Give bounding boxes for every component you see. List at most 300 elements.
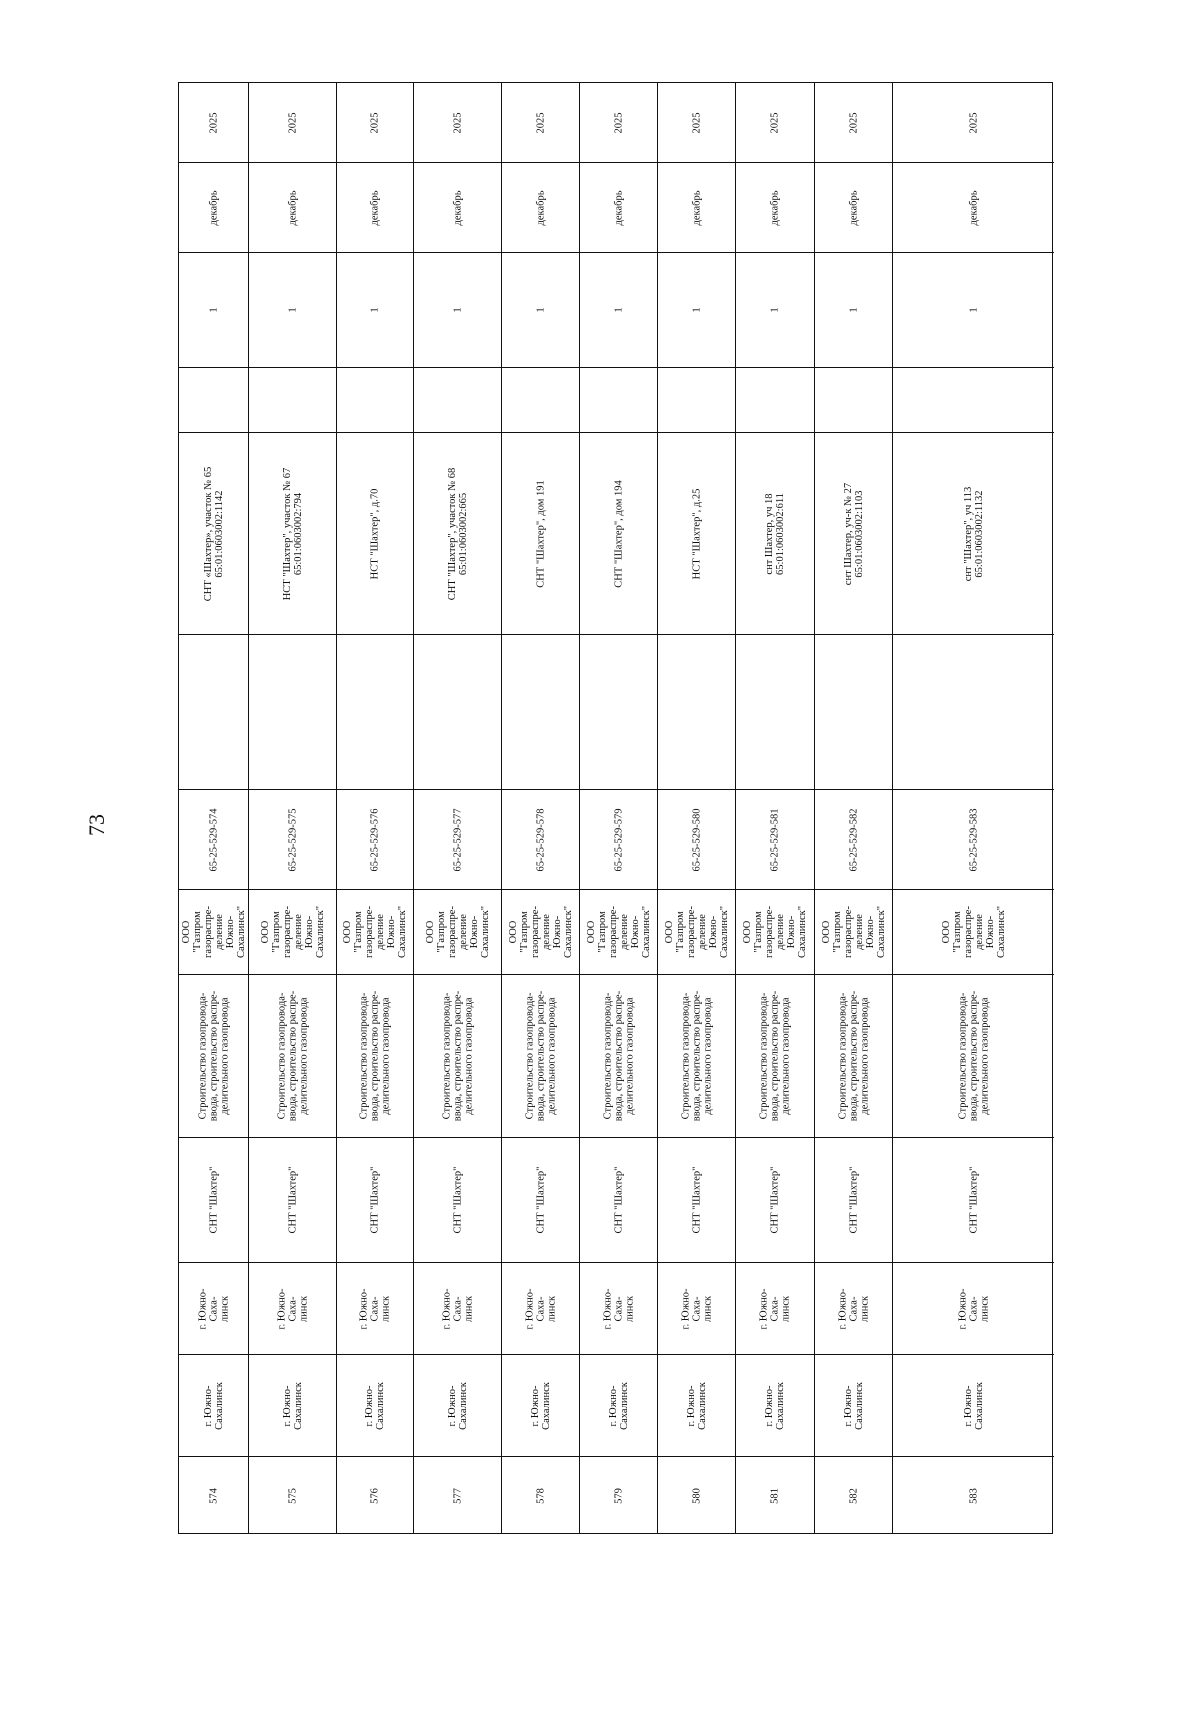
text-line: делительного газопровода	[546, 997, 557, 1115]
text-line: Саха-	[369, 1296, 381, 1321]
text-line: Сахалинск"	[875, 905, 887, 959]
text-line: 65:01:0603002:1103	[853, 489, 865, 578]
text-line: газораспре-	[607, 906, 619, 958]
text-line: г. Южно-	[607, 1385, 619, 1426]
text-line: Сахалинск	[618, 1381, 630, 1430]
snt-name-cell-text: СНТ "Шахтер"	[369, 1166, 381, 1234]
text-line: 65:01:0603002:665	[457, 492, 469, 575]
text-line: Южно-	[303, 915, 315, 949]
text-line: Южно-	[984, 915, 996, 949]
locality-cell-text	[441, 1288, 474, 1329]
text-line: ввода, строительство распре-	[452, 990, 463, 1122]
count-cell-text: 1	[769, 307, 781, 313]
year-cell-text: 2025	[208, 112, 219, 133]
year-cell-text: 2025	[535, 112, 546, 133]
locality-cell	[502, 1263, 579, 1355]
text-line: "Газпром	[674, 911, 686, 953]
text-line: линск	[859, 1295, 870, 1322]
address-cell	[815, 433, 892, 635]
year-cell-text: 2025	[769, 112, 781, 133]
address-cell-text	[764, 493, 786, 575]
row-number-cell-text: 576	[369, 1488, 381, 1504]
empty-cell	[337, 635, 413, 790]
work-description-cell	[179, 975, 248, 1138]
address-cell-text	[691, 488, 702, 579]
text-line: газораспре-	[364, 906, 375, 958]
text-line: газораспре-	[446, 906, 458, 958]
year-cell	[249, 83, 336, 163]
empty-cell-2	[502, 368, 579, 433]
text-line: г. Южно-	[764, 1385, 775, 1426]
month-cell-text: декабрь	[369, 190, 381, 225]
year-cell	[658, 83, 735, 163]
text-line: "Газпром	[831, 911, 843, 953]
year-cell-text: 2025	[287, 112, 298, 133]
text-line: ООО	[424, 920, 436, 944]
municipality-cell	[249, 1355, 336, 1457]
empty-cell	[893, 635, 1054, 790]
month-cell-text: декабрь	[535, 190, 546, 225]
locality-cell	[179, 1263, 248, 1355]
month-cell	[414, 163, 501, 253]
text-line: Сахалинск"	[235, 905, 247, 959]
text-line: линск	[546, 1295, 557, 1322]
locality-cell	[658, 1263, 735, 1355]
organization-cell-text	[342, 906, 408, 958]
empty-cell	[179, 635, 248, 790]
organization-cell	[337, 890, 413, 975]
snt-name-cell-text: СНТ "Шахтер"	[848, 1166, 859, 1234]
text-line: ввода, строительство распре-	[848, 990, 859, 1122]
work-description-cell-text	[276, 991, 309, 1121]
empty-cell	[502, 635, 579, 790]
snt-name-cell-text: СНТ "Шахтер"	[208, 1166, 219, 1234]
text-line: г. Южно-	[837, 1288, 848, 1329]
text-line: Саха-	[613, 1296, 624, 1321]
object-code-cell	[815, 790, 892, 890]
text-line: Сахалинск	[457, 1381, 469, 1430]
organization-cell	[249, 890, 336, 975]
month-cell-text: декабрь	[769, 190, 781, 225]
text-line: "Газпром	[951, 911, 963, 953]
text-line: Южно-	[864, 915, 876, 949]
rotated-data-table	[178, 82, 1053, 1534]
empty-cell	[736, 635, 814, 790]
locality-cell-text	[957, 1288, 990, 1329]
text-line: снт "Шахтер", уч 113	[962, 486, 974, 581]
text-line: Сахалинск	[696, 1381, 708, 1430]
organization-cell-text	[508, 906, 574, 958]
count-cell-text: 1	[613, 307, 624, 313]
text-line: Строительство газопровода-	[680, 992, 691, 1120]
row-number-cell-text: 577	[452, 1488, 463, 1504]
month-cell-text: декабрь	[287, 190, 298, 225]
text-line: ввода, строительство распре-	[769, 990, 781, 1122]
count-cell-text: 1	[452, 307, 463, 313]
text-line: ООО	[585, 920, 597, 944]
address-cell-text	[535, 480, 546, 588]
year-cell-text: 2025	[613, 112, 624, 133]
text-line: Сахалинск	[213, 1381, 225, 1430]
row-number-cell	[337, 1457, 413, 1535]
empty-cell-2	[658, 368, 735, 433]
organization-cell-text	[260, 906, 326, 958]
text-line: Саха-	[452, 1296, 463, 1321]
empty-cell	[414, 635, 501, 790]
count-cell	[179, 253, 248, 368]
text-line: г. Южно-	[957, 1288, 968, 1329]
municipality-cell	[179, 1355, 248, 1457]
text-line: линск	[219, 1295, 230, 1322]
empty-cell-2	[337, 368, 413, 433]
text-line: ООО	[742, 920, 753, 944]
object-code-cell	[580, 790, 657, 890]
count-cell	[249, 253, 336, 368]
snt-name-cell	[249, 1138, 336, 1263]
count-cell-text: 1	[691, 307, 702, 313]
month-cell	[658, 163, 735, 253]
organization-cell-text	[181, 906, 247, 958]
object-code-cell	[658, 790, 735, 890]
object-code-cell-text: 65-25-529-578	[535, 808, 546, 871]
text-line: Саха-	[535, 1296, 546, 1321]
text-line: Строительство газопровода-	[358, 992, 370, 1120]
text-line: деление	[853, 914, 865, 950]
work-description-cell	[893, 975, 1054, 1138]
object-code-cell-text: 65-25-529-581	[769, 808, 781, 871]
municipality-cell-text	[447, 1382, 469, 1430]
text-line: 65:01:0603002:611	[775, 492, 786, 575]
row-number-cell-text: 578	[535, 1488, 546, 1504]
month-cell	[249, 163, 336, 253]
text-line: деление	[973, 914, 985, 950]
text-line: 65:01:0603002:1142	[213, 489, 225, 578]
year-cell	[337, 83, 413, 163]
empty-cell-2	[580, 368, 657, 433]
text-line: СНТ "Шахтер", участок № 68	[446, 467, 458, 600]
row-number-cell-text: 583	[968, 1488, 979, 1504]
text-line: "Газпром	[753, 911, 764, 953]
text-line: г. Южно-	[441, 1288, 452, 1329]
empty-cell	[658, 635, 735, 790]
snt-name-cell	[179, 1138, 248, 1263]
count-cell	[414, 253, 501, 368]
locality-cell	[893, 1263, 1054, 1355]
municipality-cell-text	[282, 1382, 304, 1430]
object-code-cell	[337, 790, 413, 890]
text-line: деление	[457, 914, 469, 950]
municipality-cell	[580, 1355, 657, 1457]
locality-cell-text	[602, 1288, 635, 1329]
count-cell	[815, 253, 892, 368]
text-line: Строительство газопровода-	[441, 992, 452, 1120]
organization-cell	[414, 890, 501, 975]
text-line: делительного газопровода	[463, 997, 474, 1115]
count-cell-text: 1	[535, 307, 546, 313]
table-row	[658, 83, 736, 1533]
empty-cell	[249, 635, 336, 790]
text-line: Сахалинск"	[718, 905, 730, 959]
empty-cell	[815, 635, 892, 790]
text-line: ООО	[507, 920, 519, 944]
organization-cell	[502, 890, 579, 975]
text-line: деление	[292, 914, 304, 950]
count-cell	[502, 253, 579, 368]
year-cell-text: 2025	[691, 112, 702, 133]
locality-cell	[736, 1263, 814, 1355]
text-line: НСТ "Шахтер", участок № 67	[281, 467, 293, 600]
object-code-cell	[414, 790, 501, 890]
row-number-cell-text: 582	[848, 1488, 859, 1504]
empty-cell-2	[736, 368, 814, 433]
text-line: делительного газопровода	[298, 997, 309, 1115]
text-line: ООО	[259, 920, 271, 944]
address-cell-text	[843, 482, 865, 584]
month-cell-text: декабрь	[613, 190, 624, 225]
text-line: газораспре-	[281, 906, 293, 958]
municipality-cell-text	[608, 1382, 630, 1430]
snt-name-cell-text: СНТ "Шахтер"	[769, 1166, 781, 1234]
text-line: "Газпром	[435, 911, 447, 953]
text-line: Сахалинск"	[797, 905, 808, 959]
text-line: г. Южно-	[842, 1385, 854, 1426]
text-line: Строительство газопровода-	[957, 992, 968, 1120]
text-line: Южно-	[386, 915, 397, 949]
work-description-cell	[815, 975, 892, 1138]
month-cell	[893, 163, 1054, 253]
text-line: СНТ "Шахтер", дом 194	[613, 479, 624, 588]
text-line: Южно-	[707, 915, 719, 949]
work-description-cell-text	[957, 991, 990, 1121]
organization-cell-text	[821, 906, 887, 958]
text-line: Саха-	[691, 1296, 702, 1321]
snt-name-cell	[815, 1138, 892, 1263]
locality-cell	[337, 1263, 413, 1355]
work-description-cell-text	[359, 991, 392, 1121]
municipality-cell-text	[963, 1382, 985, 1430]
snt-name-cell	[337, 1138, 413, 1263]
work-description-cell	[736, 975, 814, 1138]
text-line: снт Шахтер, уч-к № 27	[842, 482, 854, 585]
text-line: г. Южно-	[202, 1385, 214, 1426]
text-line: ввода, строительство распре-	[613, 990, 624, 1122]
text-line: г. Южно-	[446, 1385, 458, 1426]
row-number-cell-text: 575	[287, 1488, 298, 1504]
text-line: Сахалинск	[973, 1381, 985, 1430]
text-line: г. Южно-	[281, 1385, 293, 1426]
year-cell	[414, 83, 501, 163]
count-cell-text: 1	[968, 307, 979, 313]
locality-cell-text	[837, 1288, 870, 1329]
text-line: ввода, строительство распре-	[535, 990, 546, 1122]
municipality-cell	[502, 1355, 579, 1457]
text-line: 65:01:0603002:1132	[973, 489, 985, 578]
address-cell	[658, 433, 735, 635]
count-cell	[658, 253, 735, 368]
count-cell	[893, 253, 1054, 368]
text-line: Сахалинск"	[562, 905, 574, 959]
snt-name-cell	[414, 1138, 501, 1263]
empty-cell-2	[249, 368, 336, 433]
text-line: Южно-	[629, 915, 641, 949]
row-number-cell	[893, 1457, 1054, 1535]
locality-cell-text	[524, 1288, 557, 1329]
organization-cell-text	[742, 906, 808, 958]
text-line: линск	[463, 1295, 474, 1322]
organization-cell	[736, 890, 814, 975]
snt-name-cell	[736, 1138, 814, 1263]
text-line: делительного газопровода	[702, 997, 713, 1115]
address-cell	[893, 433, 1054, 635]
organization-cell	[893, 890, 1054, 975]
text-line: ввода, строительство распре-	[287, 990, 298, 1122]
address-cell-text	[370, 488, 381, 579]
text-line: Саха-	[287, 1296, 298, 1321]
work-description-cell	[337, 975, 413, 1138]
snt-name-cell-text: СНТ "Шахтер"	[968, 1166, 979, 1234]
text-line: линск	[380, 1295, 392, 1322]
address-cell	[249, 433, 336, 635]
organization-cell-text	[425, 906, 491, 958]
snt-name-cell-text: СНТ "Шахтер"	[452, 1166, 463, 1234]
text-line: газораспре-	[764, 906, 775, 958]
text-line: линск	[780, 1295, 792, 1322]
snt-name-cell	[658, 1138, 735, 1263]
object-code-cell-text: 65-25-529-580	[691, 808, 702, 871]
empty-cell-2	[815, 368, 892, 433]
address-cell	[502, 433, 579, 635]
text-line: "Газпром	[353, 911, 364, 953]
object-code-cell-text: 65-25-529-575	[287, 808, 298, 871]
row-number-cell	[502, 1457, 579, 1535]
month-cell-text: декабрь	[452, 190, 463, 225]
text-line: делительного газопровода	[624, 997, 635, 1115]
table-row	[502, 83, 580, 1533]
work-description-cell-text	[441, 991, 474, 1121]
municipality-cell	[414, 1355, 501, 1457]
text-line: г. Южно-	[962, 1385, 974, 1426]
locality-cell	[580, 1263, 657, 1355]
text-line: Сахалинск	[375, 1381, 386, 1430]
snt-name-cell-text: СНТ "Шахтер"	[613, 1166, 624, 1234]
table-row	[179, 83, 249, 1533]
municipality-cell-text	[530, 1382, 552, 1430]
empty-cell-2	[414, 368, 501, 433]
text-line: деление	[775, 914, 786, 950]
work-description-cell-text	[837, 991, 870, 1121]
locality-cell	[249, 1263, 336, 1355]
snt-name-cell	[502, 1138, 579, 1263]
text-line: газораспре-	[962, 906, 974, 958]
text-line: г. Южно-	[358, 1288, 370, 1329]
address-cell	[179, 433, 248, 635]
year-cell	[815, 83, 892, 163]
row-number-cell	[815, 1457, 892, 1535]
text-line: Сахалинск	[292, 1381, 304, 1430]
table-row	[736, 83, 815, 1533]
table-row	[414, 83, 502, 1533]
organization-cell-text	[941, 906, 1007, 958]
month-cell-text: декабрь	[848, 190, 859, 225]
count-cell	[580, 253, 657, 368]
text-line: ООО	[342, 920, 353, 944]
count-cell-text: 1	[208, 307, 219, 313]
text-line: линск	[979, 1295, 990, 1322]
snt-name-cell-text: СНТ "Шахтер"	[287, 1166, 298, 1234]
row-number-cell-text: 579	[613, 1488, 624, 1504]
year-cell	[893, 83, 1054, 163]
text-line: г. Южно-	[685, 1385, 697, 1426]
text-line: ввода, строительство распре-	[208, 990, 219, 1122]
organization-cell	[580, 890, 657, 975]
text-line: деление	[618, 914, 630, 950]
month-cell-text: декабрь	[691, 190, 702, 225]
text-line: линск	[624, 1295, 635, 1322]
text-line: деление	[540, 914, 552, 950]
month-cell	[580, 163, 657, 253]
text-line: "Газпром	[191, 911, 203, 953]
locality-cell	[815, 1263, 892, 1355]
municipality-cell-text	[203, 1382, 225, 1430]
text-line: ввода, строительство распре-	[369, 990, 381, 1122]
text-line: линск	[702, 1295, 713, 1322]
text-line: НСТ "Шахтер", д.25	[691, 488, 702, 579]
text-line: ввода, строительство распре-	[691, 990, 702, 1122]
empty-cell-2	[893, 368, 1054, 433]
page-number: 73	[84, 814, 109, 836]
text-line: газораспре-	[202, 906, 214, 958]
text-line: Сахалинск"	[995, 905, 1007, 959]
row-number-cell	[249, 1457, 336, 1535]
row-number-cell-text: 581	[769, 1488, 781, 1504]
address-cell-text	[613, 480, 624, 588]
table-row	[580, 83, 658, 1533]
table-row	[249, 83, 337, 1533]
organization-cell-text	[664, 906, 730, 958]
locality-cell-text	[759, 1288, 792, 1329]
object-code-cell	[736, 790, 814, 890]
text-line: Строительство газопровода-	[758, 992, 770, 1120]
municipality-cell	[736, 1355, 814, 1457]
organization-cell	[179, 890, 248, 975]
text-line: СНТ «Шахтер», участок № 65	[202, 466, 214, 601]
text-line: газораспре-	[685, 906, 697, 958]
work-description-cell-text	[524, 991, 557, 1121]
text-line: Строительство газопровода-	[602, 992, 613, 1120]
object-code-cell	[249, 790, 336, 890]
text-line: газораспре-	[529, 906, 541, 958]
year-cell-text: 2025	[369, 112, 381, 133]
work-description-cell	[580, 975, 657, 1138]
work-description-cell	[249, 975, 336, 1138]
text-line: г. Южно-	[758, 1288, 770, 1329]
text-line: газораспре-	[842, 906, 854, 958]
text-line: Саха-	[208, 1296, 219, 1321]
work-description-cell	[414, 975, 501, 1138]
work-description-cell-text	[197, 991, 230, 1121]
object-code-cell-text: 65-25-529-576	[369, 808, 381, 871]
address-cell-text	[963, 486, 985, 581]
table-row	[893, 83, 1054, 1533]
text-line: Саха-	[848, 1296, 859, 1321]
text-line: Саха-	[968, 1296, 979, 1321]
row-number-cell-text: 574	[208, 1488, 219, 1504]
snt-name-cell	[893, 1138, 1054, 1263]
municipality-cell-text	[364, 1382, 386, 1430]
municipality-cell-text	[764, 1382, 786, 1430]
address-cell-text	[447, 467, 469, 600]
address-cell	[414, 433, 501, 635]
